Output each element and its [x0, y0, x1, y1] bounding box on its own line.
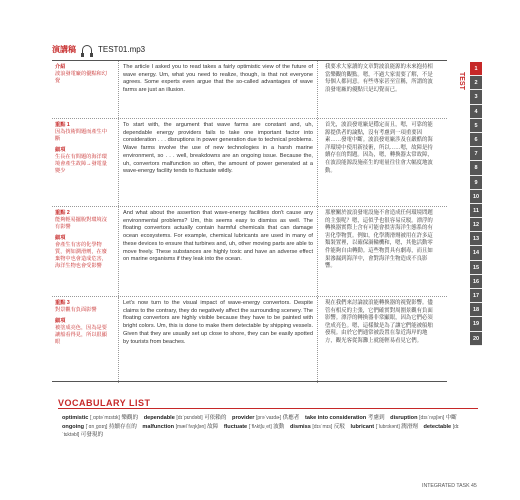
vocab-ipa: [dɪˈtɛktəbl] — [62, 423, 459, 438]
table-row — [52, 207, 447, 297]
vocab-item — [305, 415, 390, 421]
test-tab-2: 2 — [470, 76, 482, 90]
vocab-heading: VOCABULARY LIST — [58, 398, 478, 409]
note-text: 對景觀有負面影響 — [55, 307, 97, 313]
vocab-list — [62, 414, 462, 440]
test-tab-10: 10 — [470, 190, 482, 204]
notes-cell — [52, 207, 114, 277]
chinese-text: 首先，波浪發電廠是穩定而且，嗯，可靠的能源提供者的論點，沒有考慮到一項重要因素……發電中斷。波浪發電廠涉及在嚴酷的海洋環境中使用新技術，所以……嗯，故障是持續存在的問題。因為，嗯，轉換器太常故障，在波浪能源設施產生的電量往往會大幅度地波動。 — [325, 122, 433, 174]
vocab-word: ongoing — [62, 423, 86, 430]
vocab-translation: 持續存在的 — [108, 423, 143, 430]
chinese-cell — [322, 297, 440, 349]
english-cell — [118, 297, 318, 383]
vocab-translation: 可發現的 — [80, 432, 109, 438]
vocab-item — [390, 415, 462, 421]
english-text: To start with, the argument that wave farms are constant and, uh, dependable energy providers fails to take one important factor into consideration . . . disruptions in power generation due to technical problems. Wave farms involve the use of new technologies in a harsh marine environment, so . . . well, breakdowns are an ongoing issue. Because the, uh, convertors malfunction so often, the amount of power generated at a wave-energy facility tends to fluctuate wildly. — [123, 122, 313, 175]
test-tab-1: 1 — [470, 62, 482, 76]
vocab-translation: 反駁 — [333, 423, 351, 430]
test-tab-16: 16 — [470, 275, 482, 289]
english-cell — [118, 119, 318, 206]
test-tab-15: 15 — [470, 261, 482, 275]
notes-cell — [52, 61, 114, 92]
vocab-word: optimistic — [62, 415, 90, 421]
vocab-item — [351, 424, 424, 430]
table-row — [52, 297, 447, 383]
test-tab-11: 11 — [470, 204, 482, 218]
vocab-translation: 供應者 — [282, 415, 305, 421]
vocab-word: take into consideration — [304, 415, 368, 421]
test-tab-19: 19 — [470, 317, 482, 331]
vocab-translation: 潤滑劑 — [401, 423, 424, 430]
vocab-item — [144, 415, 232, 421]
vocab-translation: 樂觀的 — [121, 415, 144, 421]
note-key: 重點 2 — [55, 210, 70, 216]
english-cell — [118, 207, 318, 296]
note-text: 會產生有害的化學物質，例如潤滑劑，在廢棄物中也會造成危害，海洋生物也會受影響 — [55, 242, 107, 269]
chinese-cell — [322, 61, 440, 97]
note-text: 因為技術問題而產生中斷 — [55, 129, 107, 142]
vocab-item — [232, 415, 305, 421]
test-tab-8: 8 — [470, 161, 482, 175]
note-text: 被塗成亮色，因為是要讓船看得見，所以很顯眼 — [55, 325, 107, 345]
vocab-word: detectable — [423, 423, 453, 430]
vocab-translation: 故障 — [207, 423, 224, 430]
vocab-word: dependable — [143, 415, 177, 421]
test-tab-9: 9 — [470, 176, 482, 190]
vocab-ipa: [ˌɑptəˈmɪstɪk] — [89, 415, 122, 421]
vocab-ipa: [ˈɑnˌgoɪŋ] — [85, 423, 109, 430]
note-key: 細項 — [55, 147, 66, 153]
english-text: The article I asked you to read takes a fairly optimistic view of the future of wave energy. Um, what you need to realize, though, is that not everyone agrees. Some experts even argue that the so-called advantages of wave farms are just an illusion. — [123, 64, 313, 94]
test-tabs — [470, 62, 482, 346]
vocab-word: fluctuate — [223, 423, 249, 430]
vocab-item — [62, 415, 144, 421]
vocab-word: malfunction — [142, 423, 176, 430]
vocab-item — [290, 424, 351, 430]
transcript-label: 演講稿 — [52, 45, 76, 54]
notes-cell — [52, 119, 114, 182]
chinese-cell — [322, 207, 440, 274]
english-cell — [118, 61, 318, 118]
test-tab-7: 7 — [470, 147, 482, 161]
vocab-ipa: [prəˈvaɪdɚ] — [255, 415, 283, 421]
note-text: 生長在有問題的海洋環境會產生故障→發電量變少 — [55, 154, 107, 174]
vocab-ipa: [dɪsˈmɪs] — [312, 423, 334, 430]
note-key: 細項 — [55, 318, 66, 324]
vocab-translation: 波動 — [273, 423, 290, 430]
vocab-translation: 可依賴的 — [204, 415, 233, 421]
english-text: Let's now turn to the visual impact of wave-energy convertors. Despite claims to the contrary, they do negatively affect the surrounding scenery. The floating convertors are highly visible because they have to be painted with bright colors. Um, this is done to make them detectable by shipping vessels. Given that they are usually set up close to shore, they can be easily spotted by tourists from beaches. — [123, 300, 313, 345]
vocab-word: dismiss — [289, 423, 313, 430]
table-row — [52, 61, 447, 119]
headphones-icon — [82, 45, 92, 54]
test-tab-14: 14 — [470, 246, 482, 260]
note-key: 重點 3 — [55, 300, 70, 306]
vocab-ipa: [ˈlubrɪkənt] — [375, 423, 402, 430]
table-row — [52, 119, 447, 207]
vocab-ipa: [dɪsˈrʌpʃən] — [419, 415, 446, 421]
test-tab-17: 17 — [470, 289, 482, 303]
test-tab-13: 13 — [470, 232, 482, 246]
vocab-word: lubricant — [350, 423, 376, 430]
chinese-text: 我要求大家讀的文章對波浪能源的未來抱持相當樂觀的觀點。嗯，不過大家需要了解，不是每個人都同意。有些專家甚至宣稱，所謂的波浪發電廠的優點只是幻覺而已。 — [325, 64, 433, 93]
vocab-word: provider — [232, 415, 256, 421]
vocab-item — [62, 424, 142, 430]
test-tab-18: 18 — [470, 303, 482, 317]
notes-cell — [52, 297, 114, 353]
transcript-table — [52, 60, 447, 382]
transcript-header — [52, 44, 145, 55]
test-tab-4: 4 — [470, 105, 482, 119]
note-key: 重點 1 — [55, 122, 70, 128]
vocab-translation: 中斷 — [445, 415, 463, 421]
test-tab-20: 20 — [470, 332, 482, 346]
test-tab-3: 3 — [470, 90, 482, 104]
vocab-word: disruption — [390, 415, 420, 421]
chinese-cell — [322, 119, 440, 178]
vocab-ipa: [ˈflʌktʃuˌet] — [248, 423, 274, 430]
page-number: 45 — [471, 483, 477, 489]
vocab-item — [224, 424, 290, 430]
test-tab-12: 12 — [470, 218, 482, 232]
note-key: 介紹 — [55, 64, 66, 70]
note-key: 細項 — [55, 235, 66, 241]
audio-file-name: TEST01.mp3 — [98, 45, 146, 54]
test-tab-5: 5 — [470, 119, 482, 133]
test-tab-6: 6 — [470, 133, 482, 147]
english-text: And what about the assertion that wave-energy facilities don't cause any environmental problems? Um, this seems easy to dismiss as well. The floating convertors actually contain harmful chemicals that can damage ocean ecosystems. For example, chemical lubricants are used in many of these devices to ensure that turbines and, uh, other moving parts are able to move freely. These substances are highly toxic and have an adverse effect on marine organisms if they leak into the ocean. — [123, 210, 313, 263]
vocab-ipa: [dɪˈpɛndəbl] — [176, 415, 205, 421]
page-footer — [422, 483, 477, 489]
vocab-item — [142, 424, 223, 430]
footer-text: INTEGRATED TASK — [422, 483, 470, 489]
chinese-text: 現在我們來討論波浪能轉換器的視覺影響。儘管有相反的主張，它們確實對周圍景觀有負面影響。漂浮的轉換器非常顯眼，因為它們必須塗成亮色。嗯，這樣做是為了讓它們能被船舶發現。由於它們通常被設置在靠近海岸的地方，觀光客從海灘上就能輕易看見它們。 — [325, 300, 433, 344]
chinese-text: 那麼關於波浪發電設施不會造成任何環境問題的主張呢？嗯，這似乎也很容易反駁。漂浮的轉換器實際上含有可能會損害海洋生態系的有害化學物質。例如，化學潤滑劑被用在許多這類裝置裡，以確保渦輪機和，嗯，其他活動零件能夠自由轉動。這些物質具有劇毒，而且如果滲漏到海洋中，會對海洋生物造成不良影響。 — [325, 210, 433, 270]
test-side-label: TEST — [458, 72, 465, 90]
note-text: 能夠輕易擺脫對環境沒有影響 — [55, 217, 107, 230]
note-text: 波浪發電廠的優點和幻覺 — [55, 71, 107, 84]
vocab-translation: 考慮到 — [367, 415, 391, 421]
vocab-ipa: [mælˈfʌŋkʃən] — [175, 423, 208, 430]
